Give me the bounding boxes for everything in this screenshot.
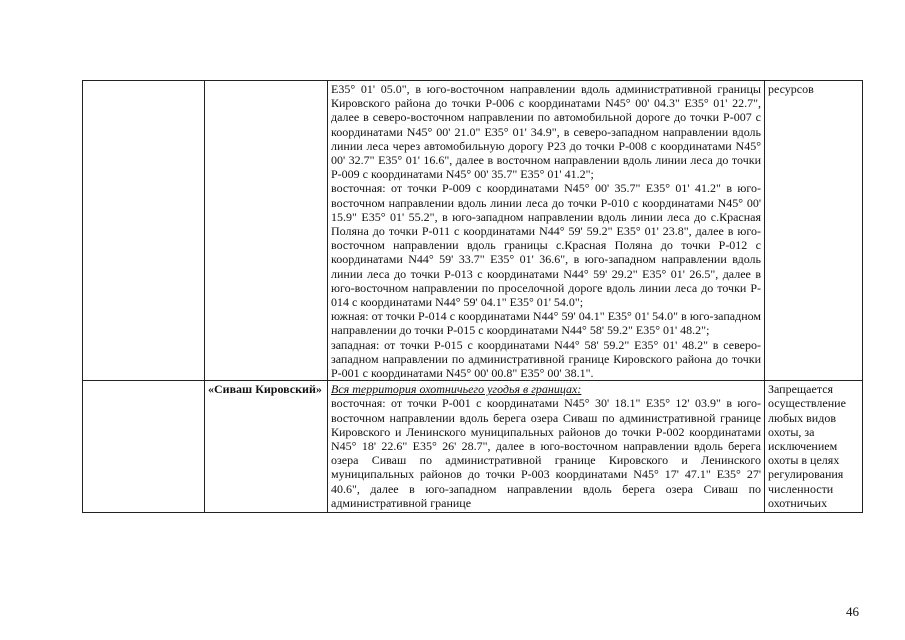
hunting-grounds-table [82, 80, 863, 513]
table-row [83, 81, 863, 381]
table-cell-name [205, 81, 328, 381]
page-number: 46 [846, 604, 859, 619]
table-cell-restrictions [765, 381, 863, 513]
boundary-south: южная: от точки P-014 с координатами N44° 59' 04.1" E35° 01' 54.0" в юго-западном направлении до точки P-015 с координатами N44° 58' 59.2" E35° 01' 48.2"; [331, 309, 761, 338]
hunting-ground-name: «Сиваш Кировский» [208, 382, 322, 397]
table-cell-number [83, 381, 205, 513]
restriction-text: ресурсов [768, 82, 814, 96]
table-cell-boundaries [328, 381, 765, 513]
boundary-east: восточная: от точки P-001 с координатами N45° 30' 18.1" E35° 12' 03.9" в юго-восточном направлении вдоль берега озера Сиваш по административной границе Кировского и Ленинского муниципальных районов до точки P-002 координатами N45° 18' 22.6" E35° 26' 28.7", далее в юго-восточном направлении вдоль берега озера Сиваш по административной границе Кировского и Ленинского муниципальных районов до точки P-003 координатами N45° 17' 47.1" E35° 27' 40.6", далее в юго-западном направлении вдоль берега озера Сиваш по административной границе [331, 396, 761, 510]
restriction-text: Запрещается осуществление любых видов охоты, за исключением охоты в целях регулирования численности охотничьих [768, 382, 846, 510]
table-cell-name [205, 381, 328, 513]
boundary-west: западная: от точки P-015 с координатами N44° 58' 59.2" E35° 01' 48.2" в северо-западном направлении по административной границе Кировского района до точки P-001 с координатами N45° 00' 00.8" E35° 00' 38.1". [331, 337, 761, 381]
boundary-east: восточная: от точки P-009 с координатами N45° 00' 35.7" E35° 01' 41.2" в юго-восточном направлении вдоль линии леса до точки P-010 с координатами N45° 00' 15.9" E35° 01' 55.2", в юго-западном направлении вдоль линии леса до с.Красная Поляна до точки P-011 с координатами N44° 59' 59.2" E35° 01' 23.8", далее в юго-восточном направлении вдоль границы с.Красная Поляна до точки P-012 с координатами N44° 59' 33.7" E35° 01' 36.6", в юго-западном направлении вдоль линии леса до точки P-013 с координатами N44° 59' 29.2" E35° 01' 26.5", далее в юго-восточном направлении по проселочной дороге вдоль линии леса до точки P-014 с координатами N44° 59' 04.1" E35° 01' 54.0"; [331, 181, 761, 310]
boundary-text: E35° 01' 05.0", в юго-восточном направлении вдоль административной границы Кировского района до точки P-006 с координатами N45° 00' 04.3" E35° 01' 22.7", далее в северо-восточном направлении по автомобильной дороге до точки P-007 с координатами N45° 00' 21.0" E35° 01' 34.9", в северо-западном направлении вдоль линии леса через автомобильную дорогу P23 до точки P-008 с координатами N45° 00' 32.7" E35° 01' 16.6", далее в восточном направлении вдоль линии леса до точки P-009 с координатами N45° 00' 35.7" E35° 01' 41.2"; [331, 82, 761, 182]
boundaries-heading: Вся территория охотничьего угодья в границах: [331, 382, 582, 397]
table-cell-number [83, 81, 205, 381]
table-cell-boundaries [328, 81, 765, 381]
table-row [83, 381, 863, 513]
table-cell-restrictions [765, 81, 863, 381]
